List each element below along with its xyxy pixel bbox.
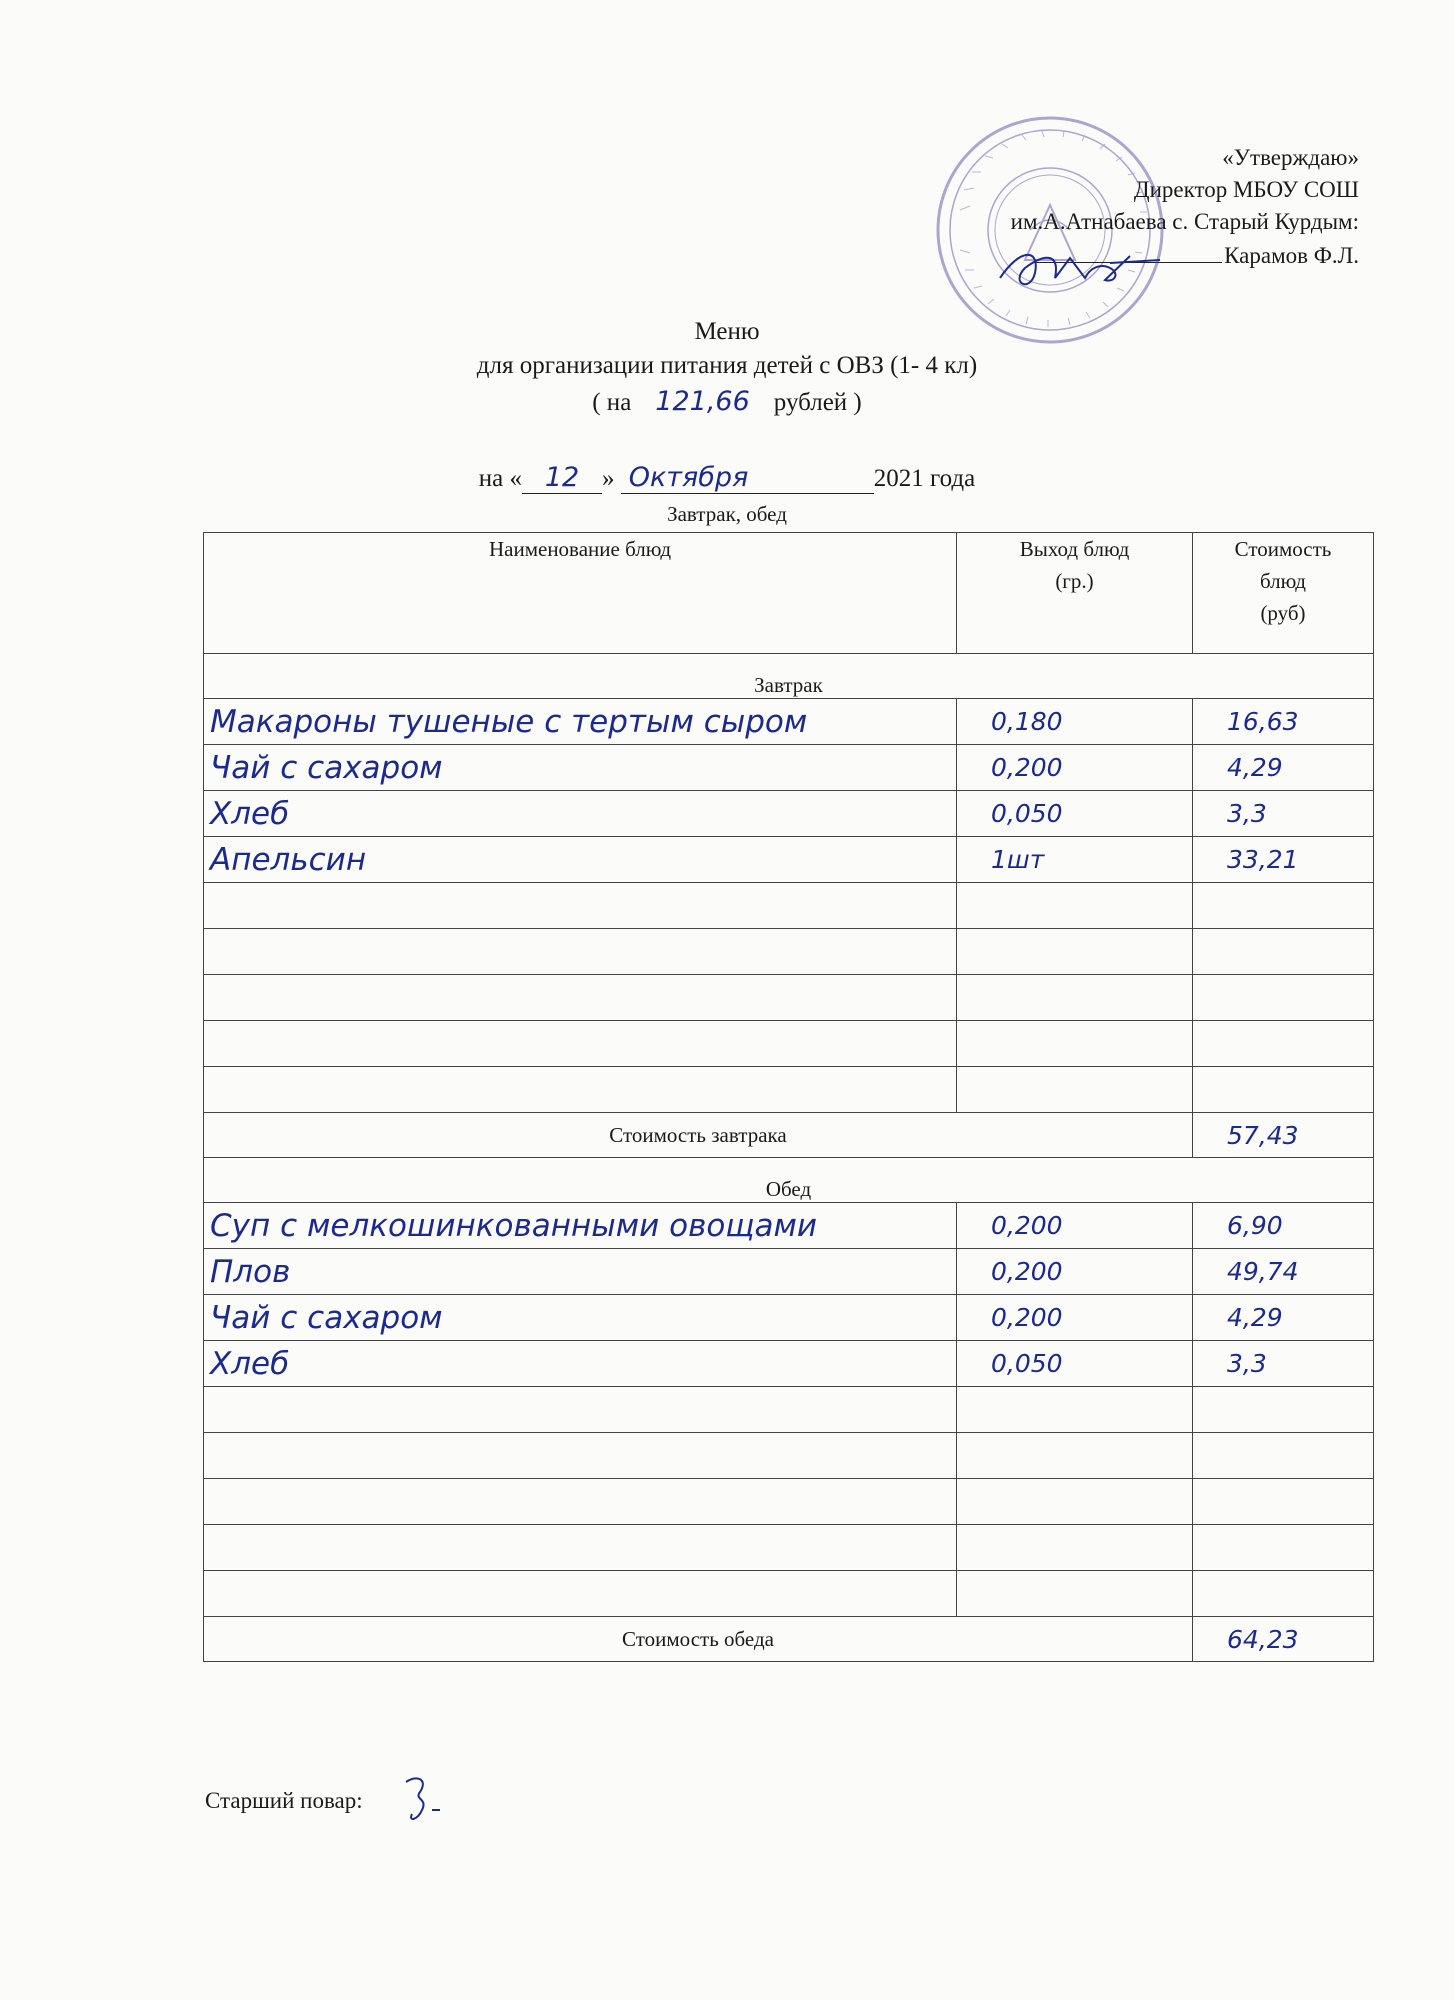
dish-name-cell bbox=[204, 1525, 957, 1571]
yield-cell: 0,200 bbox=[957, 1249, 1193, 1295]
cost-cell: 4,29 bbox=[1193, 745, 1374, 791]
amount-value: 121,66 bbox=[655, 386, 750, 417]
breakfast-row bbox=[204, 929, 1374, 975]
dish-name-cell bbox=[204, 1571, 957, 1617]
cost-cell: 3,3 bbox=[1193, 791, 1374, 837]
yield-cell: 1шт bbox=[957, 837, 1193, 883]
breakfast-row bbox=[204, 975, 1374, 1021]
yield-cell bbox=[957, 929, 1193, 975]
dish-name-cell bbox=[204, 1479, 957, 1525]
yield-cell bbox=[957, 1067, 1193, 1113]
breakfast-total-value: 57,43 bbox=[1193, 1113, 1374, 1158]
yield-cell: 0,200 bbox=[957, 1295, 1193, 1341]
cost-cell bbox=[1193, 1525, 1374, 1571]
lunch-total-label: Стоимость обеда bbox=[204, 1617, 1193, 1662]
breakfast-total-row bbox=[204, 1113, 1374, 1158]
yield-cell bbox=[957, 1479, 1193, 1525]
yield-cell: 0,050 bbox=[957, 1341, 1193, 1387]
amount-suffix: рублей ) bbox=[773, 389, 862, 416]
yield-cell bbox=[957, 883, 1193, 929]
dish-name-cell: Чай с сахаром bbox=[204, 1295, 957, 1341]
yield-cell: 0,200 bbox=[957, 1203, 1193, 1249]
lunch-row bbox=[204, 1387, 1374, 1433]
date-month: Октября bbox=[621, 462, 874, 494]
lunch-row bbox=[204, 1295, 1374, 1341]
meals-caption: Завтрак, обед bbox=[667, 502, 787, 526]
breakfast-row bbox=[204, 791, 1374, 837]
lunch-total-value: 64,23 bbox=[1193, 1617, 1374, 1662]
dish-name-cell bbox=[204, 975, 957, 1021]
menu-subtitle: для организации питания детей с ОВЗ (1- 4 кл) bbox=[476, 352, 978, 379]
header-cost: Стоимость блюд (руб) bbox=[1193, 533, 1374, 654]
table-header-row bbox=[204, 533, 1374, 654]
breakfast-total-label: Стоимость завтрака bbox=[204, 1113, 1193, 1158]
dish-name-cell bbox=[204, 883, 957, 929]
dish-name-cell: Апельсин bbox=[204, 837, 957, 883]
yield-cell bbox=[957, 1525, 1193, 1571]
lunch-row bbox=[204, 1525, 1374, 1571]
dish-name-cell bbox=[204, 1067, 957, 1113]
menu-date-line bbox=[0, 462, 1454, 494]
yield-cell bbox=[957, 1021, 1193, 1067]
yield-cell: 0,050 bbox=[957, 791, 1193, 837]
approval-director-name: Карамов Ф.Л. bbox=[1224, 243, 1359, 268]
yield-cell bbox=[957, 975, 1193, 1021]
dish-name-cell: Макароны тушеные с тертым сыром bbox=[204, 699, 957, 745]
breakfast-row bbox=[204, 883, 1374, 929]
dish-name-cell bbox=[204, 1387, 957, 1433]
lunch-row bbox=[204, 1479, 1374, 1525]
date-day: 12 bbox=[522, 462, 602, 494]
senior-cook-label: Старший повар: bbox=[205, 1788, 363, 1813]
dish-name-cell bbox=[204, 929, 957, 975]
menu-table bbox=[203, 532, 1374, 1662]
cost-cell bbox=[1193, 1067, 1374, 1113]
lunch-section-title: Обед bbox=[204, 1158, 1374, 1203]
cook-signature-icon bbox=[398, 1770, 458, 1830]
lunch-row bbox=[204, 1341, 1374, 1387]
dish-name-cell: Плов bbox=[204, 1249, 957, 1295]
breakfast-row bbox=[204, 745, 1374, 791]
yield-cell bbox=[957, 1571, 1193, 1617]
cost-cell bbox=[1193, 1021, 1374, 1067]
lunch-row bbox=[204, 1203, 1374, 1249]
header-yield: Выход блюд (гр.) bbox=[957, 533, 1193, 654]
cost-cell: 16,63 bbox=[1193, 699, 1374, 745]
lunch-section-row bbox=[204, 1158, 1374, 1203]
lunch-row bbox=[204, 1571, 1374, 1617]
breakfast-row bbox=[204, 1067, 1374, 1113]
dish-name-cell: Чай с сахаром bbox=[204, 745, 957, 791]
header-dish-name: Наименование блюд bbox=[204, 533, 957, 654]
date-prefix: на « bbox=[478, 465, 522, 492]
cost-cell bbox=[1193, 929, 1374, 975]
lunch-row bbox=[204, 1433, 1374, 1479]
menu-amount-line bbox=[0, 386, 1454, 417]
cost-cell bbox=[1193, 1433, 1374, 1479]
amount-prefix: ( на bbox=[592, 389, 632, 416]
yield-cell bbox=[957, 1433, 1193, 1479]
breakfast-row bbox=[204, 1021, 1374, 1067]
breakfast-row bbox=[204, 699, 1374, 745]
dish-name-cell: Суп с мелкошинкованными овощами bbox=[204, 1203, 957, 1249]
cost-cell bbox=[1193, 1387, 1374, 1433]
yield-cell: 0,200 bbox=[957, 745, 1193, 791]
cost-cell bbox=[1193, 1571, 1374, 1617]
dish-name-cell bbox=[204, 1433, 957, 1479]
approval-position: Директор МБОУ СОШ bbox=[1133, 177, 1359, 202]
breakfast-section-title: Завтрак bbox=[204, 654, 1374, 699]
cost-cell bbox=[1193, 1479, 1374, 1525]
approval-heading: «Утверждаю» bbox=[1222, 145, 1359, 170]
lunch-total-row bbox=[204, 1617, 1374, 1662]
cost-cell: 4,29 bbox=[1193, 1295, 1374, 1341]
cost-cell bbox=[1193, 975, 1374, 1021]
approval-school: им.А.Атнабаева с. Старый Курдым: bbox=[1010, 209, 1359, 234]
dish-name-cell: Хлеб bbox=[204, 791, 957, 837]
breakfast-section-row bbox=[204, 654, 1374, 699]
date-mid: » bbox=[602, 465, 615, 492]
director-signature-icon bbox=[990, 238, 1170, 298]
date-suffix: 2021 года bbox=[873, 465, 976, 492]
breakfast-row bbox=[204, 837, 1374, 883]
lunch-row bbox=[204, 1249, 1374, 1295]
yield-cell: 0,180 bbox=[957, 699, 1193, 745]
dish-name-cell: Хлеб bbox=[204, 1341, 957, 1387]
cost-cell: 6,90 bbox=[1193, 1203, 1374, 1249]
cost-cell: 33,21 bbox=[1193, 837, 1374, 883]
dish-name-cell bbox=[204, 1021, 957, 1067]
yield-cell bbox=[957, 1387, 1193, 1433]
cost-cell: 3,3 bbox=[1193, 1341, 1374, 1387]
cost-cell bbox=[1193, 883, 1374, 929]
menu-title: Меню bbox=[694, 318, 760, 345]
cost-cell: 49,74 bbox=[1193, 1249, 1374, 1295]
